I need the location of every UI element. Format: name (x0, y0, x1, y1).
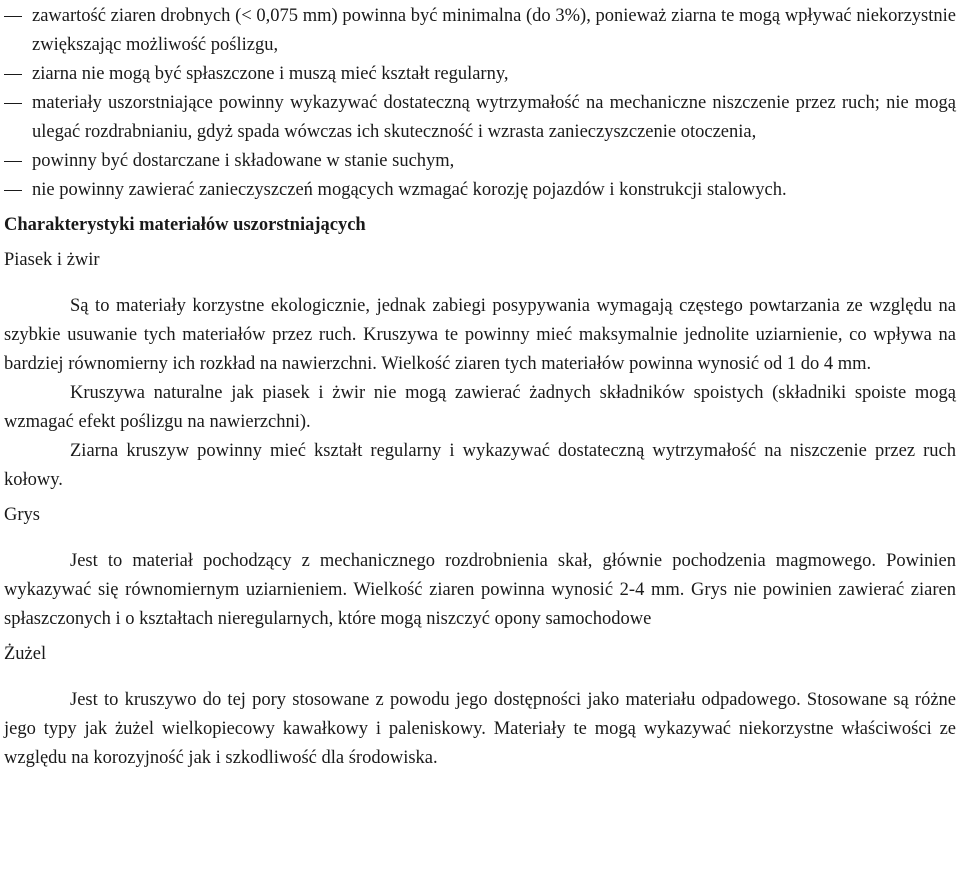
subheading-zuzel: Żużel (4, 644, 47, 664)
section-title: Charakterystyki materiałów uszorstniających (4, 215, 366, 235)
subheading-piasek: Piasek i żwir (4, 250, 100, 270)
subheading-grys: Grys (4, 505, 40, 525)
list-item: zawartość ziaren drobnych (< 0,075 mm) powinna być minimalna (do 3%), ponieważ ziarna te mogą wpływać niekorzystnie zwiększając możliwość poślizgu, (4, 2, 956, 60)
requirements-list (4, 2, 956, 205)
paragraph: Kruszywa naturalne jak piasek i żwir nie mogą zawierać żadnych składników spoistych (składniki spoiste mogą wzmagać efekt poślizgu na nawierzchni). (4, 383, 956, 432)
list-item: powinny być dostarczane i składowane w stanie suchym, (4, 147, 956, 176)
paragraph: Jest to materiał pochodzący z mechanicznego rozdrobnienia skał, głównie pochodzenia magmowego. Powinien wykazywać się równomiernym uziarnieniem. Wielkość ziaren powinna wynosić 2-4 mm. Grys nie powinien zawierać ziaren spłaszczonych i o kształtach nieregularnych, które mogą niszczyć opony samochodowe (4, 551, 956, 629)
paragraph: Jest to kruszywo do tej pory stosowane z powodu jego dostępności jako materiału odpadowego. Stosowane są różne jego typy jak żużel wielkopiecowy kawałkowy i paleniskowy. Materiały te mogą wykazywać niekorzystne właściwości ze względu na korozyjność jak i szkodliwość dla środowiska. (4, 690, 956, 768)
paragraph: Są to materiały korzystne ekologicznie, jednak zabiegi posypywania wymagają częstego powtarzania ze względu na szybkie usuwanie tych materiałów przez ruch. Kruszywa te powinny mieć maksymalnie jednolite uziarnienie, co wpływa na bardziej równomierny ich rozkład na nawierzchni. Wielkość ziaren tych materiałów powinna wynosić od 1 do 4 mm. (4, 296, 956, 374)
list-item: materiały uszorstniające powinny wykazywać dostateczną wytrzymałość na mechaniczne niszczenie przez ruch; nie mogą ulegać rozdrabnianiu, gdyż spada wówczas ich skuteczność i wzrasta zanieczyszczenie otoczenia, (4, 89, 956, 147)
list-item: ziarna nie mogą być spłaszczone i muszą mieć kształt regularny, (4, 60, 956, 89)
list-item: nie powinny zawierać zanieczyszczeń mogących wzmagać korozję pojazdów i konstrukcji stalowych. (4, 176, 956, 205)
paragraph: Ziarna kruszyw powinny mieć kształt regularny i wykazywać dostateczną wytrzymałość na niszczenie przez ruch kołowy. (4, 441, 956, 490)
